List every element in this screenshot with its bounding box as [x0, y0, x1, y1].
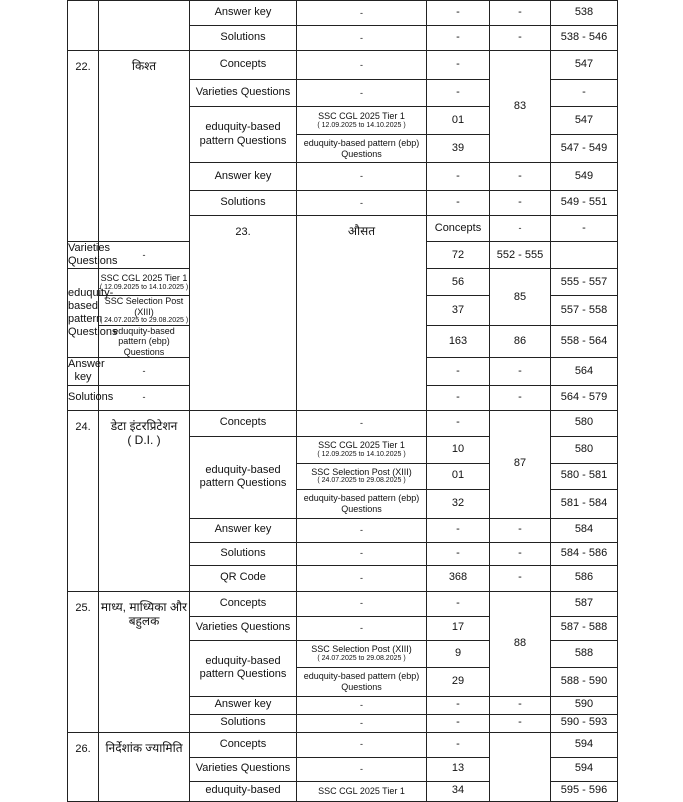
question-count [427, 296, 490, 326]
cell-text: - [518, 169, 522, 182]
chapter-number [68, 591, 99, 732]
cell-text: Answer key [214, 6, 272, 19]
question-count [427, 135, 490, 163]
section-type [190, 591, 297, 616]
cell-text: - [518, 546, 522, 559]
question-count [427, 565, 490, 591]
question-count [427, 696, 490, 714]
page-range [551, 463, 618, 489]
section-type [68, 385, 114, 410]
cell-text: - [360, 417, 363, 428]
section-type [190, 163, 297, 191]
cell-text: Varieties Questions [68, 242, 118, 268]
cell-text: 25. [75, 601, 91, 614]
source-detail [297, 616, 427, 640]
source-detail [99, 296, 190, 326]
cell-text: 588 [574, 646, 594, 659]
question-count [427, 26, 490, 51]
cell-text: Varieties Questions [195, 86, 291, 99]
cell-text: 10 [451, 442, 465, 455]
cell-text: Concepts [434, 221, 482, 234]
exercise-number [490, 518, 551, 542]
page-range [551, 1, 618, 26]
cell-text: डेटा इंटरप्रिटेशन [110, 418, 178, 433]
cell-text: - [456, 390, 460, 403]
cell-text: 547 - 549 [560, 141, 608, 154]
contents-table [67, 0, 618, 802]
chapter-number [190, 216, 297, 411]
cell-text: 584 - 586 [560, 546, 608, 559]
page-range [551, 26, 618, 51]
page-range [551, 781, 618, 801]
cell-text: SSC CGL 2025 Tier 1 [318, 785, 405, 796]
cell-text: - [456, 596, 460, 609]
cell-text: - [456, 546, 460, 559]
cell-text: eduquity-based pattern Questions [199, 654, 287, 681]
exercise-number [490, 696, 551, 714]
cell-text: - [360, 548, 363, 559]
cell-text: SSC Selection Post (XIII) [104, 296, 184, 317]
section-type [190, 26, 297, 51]
source-detail [297, 757, 427, 781]
cell-text: 588 - 590 [560, 674, 608, 687]
chapter-number [68, 51, 99, 242]
question-count [427, 463, 490, 489]
cell-text: SSC CGL 2025 Tier 1 [100, 273, 188, 284]
page-range [551, 696, 618, 714]
source-detail [297, 410, 427, 436]
cell-text: eduquity-based pattern (ebp) Questions [303, 138, 420, 159]
source-detail [297, 80, 427, 107]
page-range [551, 135, 618, 163]
section-type [190, 781, 297, 801]
cell-text: - [582, 86, 586, 99]
cell-text: - [456, 86, 460, 99]
section-type [190, 518, 297, 542]
section-type [190, 616, 297, 640]
exercise-number [490, 542, 551, 565]
cell-text: - [456, 31, 460, 44]
question-count [427, 667, 490, 696]
cell-text: eduquity-based pattern (ebp) Questions [113, 326, 175, 357]
source-detail [297, 518, 427, 542]
source-detail [297, 163, 427, 191]
source-detail [297, 51, 427, 80]
page-range [551, 489, 618, 518]
cell-text: 580 - 581 [560, 469, 608, 482]
cell-text: - [360, 572, 363, 583]
source-detail [297, 191, 427, 216]
cell-text: 86 [513, 335, 527, 348]
table-row [68, 591, 618, 616]
chapter-title [99, 732, 190, 801]
cell-text: Answer key [68, 358, 105, 384]
section-type [190, 107, 297, 163]
section-type [68, 269, 118, 358]
cell-text: - [360, 717, 363, 728]
question-count [427, 714, 490, 732]
question-count [427, 326, 490, 358]
question-count [427, 591, 490, 616]
cell-text: - [456, 169, 460, 182]
cell-text: - [518, 6, 522, 19]
source-detail [297, 489, 427, 518]
cell-text: eduquity-based [205, 784, 281, 797]
cell-subtext: ( 24.07.2025 to 29.08.2025 ) [99, 317, 189, 325]
source-detail [297, 542, 427, 565]
section-type [190, 696, 297, 714]
cell-text: - [456, 58, 460, 71]
section-type [190, 757, 297, 781]
exercise-number [490, 26, 551, 51]
question-count [427, 518, 490, 542]
cell-text: - [360, 87, 363, 98]
cell-text: 83 [513, 99, 527, 112]
cell-subtext: ( 12.09.2025 to 14.10.2025 ) [317, 121, 406, 129]
cell-text: निर्देशांक ज्यामिति [105, 740, 183, 755]
source-detail [297, 732, 427, 757]
cell-text: eduquity-based pattern Questions [199, 463, 287, 490]
question-count [427, 732, 490, 757]
source-detail [297, 107, 427, 135]
cell-text: 9 [454, 646, 462, 659]
question-count [427, 1, 490, 26]
cell-text: 549 - 551 [560, 196, 608, 209]
cell-text: 555 - 557 [560, 275, 608, 288]
cell-text: 88 [513, 636, 527, 649]
question-count [427, 80, 490, 107]
source-detail [490, 216, 551, 242]
question-count [551, 216, 618, 242]
question-count [427, 163, 490, 191]
source-detail [297, 1, 427, 26]
section-type [190, 51, 297, 80]
page-range [490, 242, 551, 269]
source-detail [297, 436, 427, 463]
cell-text: - [518, 716, 522, 729]
cell-text: 32 [451, 496, 465, 509]
cell-text: 584 [574, 523, 594, 536]
section-type [427, 216, 490, 242]
cell-text: 595 - 596 [560, 784, 608, 797]
cell-text: 26. [75, 742, 91, 755]
cell-text: - [456, 737, 460, 750]
source-detail [297, 565, 427, 591]
cell-text: - [518, 523, 522, 536]
cell-text: 564 - 579 [560, 390, 608, 403]
cell-text: 22. [75, 61, 91, 73]
exercise-number [490, 163, 551, 191]
cell-text: 163 [448, 335, 468, 348]
cell-text: QR Code [220, 571, 266, 584]
section-type [190, 542, 297, 565]
cell-text: Concepts [219, 58, 267, 71]
cell-text: - [456, 364, 460, 377]
cell-text: 17 [451, 621, 465, 634]
page-range [551, 436, 618, 463]
cell-text: - [360, 763, 363, 774]
question-count [427, 542, 490, 565]
page-range [551, 591, 618, 616]
cell-text: 580 [574, 442, 594, 455]
cell-text: Concepts [219, 416, 267, 429]
cell-text: 72 [451, 248, 465, 261]
cell-text: 564 [574, 364, 594, 377]
cell-text: - [360, 7, 363, 18]
cell-text: - [142, 250, 146, 261]
cell-subtext: ( 24.07.2025 to 29.08.2025 ) [317, 477, 406, 485]
cell-text: - [582, 221, 586, 234]
exercise-number [490, 385, 551, 410]
cell-text: 590 [574, 698, 594, 711]
cell-text: 549 [574, 169, 594, 182]
cell-text: Concepts [219, 596, 267, 609]
page-range [551, 269, 618, 296]
cell-text: Varieties Questions [195, 621, 291, 634]
question-count [427, 757, 490, 781]
question-count [427, 781, 490, 801]
question-count [427, 191, 490, 216]
cell-text: 586 [574, 571, 594, 584]
cell-subtext: ( 24.07.2025 to 29.08.2025 ) [317, 654, 406, 662]
cell-text: Varieties Questions [195, 762, 291, 775]
table-row [68, 410, 618, 436]
cell-text: 56 [451, 275, 465, 288]
cell-text: eduquity-based pattern (ebp) Questions [303, 671, 420, 692]
exercise-number [490, 591, 551, 696]
cell-text: - [360, 598, 363, 609]
page-range [551, 51, 618, 80]
question-count [427, 107, 490, 135]
contents-table-body [68, 1, 618, 802]
cell-text: 547 [574, 58, 594, 71]
cell-text: Solutions [220, 716, 266, 729]
cell-text: SSC CGL 2025 Tier 1 [318, 111, 405, 122]
cell-text: SSC CGL 2025 Tier 1 [318, 440, 405, 451]
exercise-number [490, 191, 551, 216]
cell-text: 368 [448, 571, 468, 584]
cell-text: - [518, 364, 522, 377]
cell-text: - [360, 59, 363, 70]
page-range [551, 358, 618, 385]
page-range [551, 80, 618, 107]
cell-text: SSC Selection Post (XIII) [311, 644, 412, 655]
cell-text: - [456, 523, 460, 536]
page-range [551, 326, 618, 358]
table-row [68, 1, 618, 26]
cell-text: 547 [574, 113, 594, 126]
exercise-number [490, 358, 551, 385]
cell-text: SSC Selection Post (XIII) [311, 466, 412, 477]
cell-text: 552 - 555 [496, 248, 544, 261]
page-range [551, 565, 618, 591]
section-type [190, 436, 297, 518]
cell-text: Solutions [68, 390, 114, 403]
cell-text: Solutions [220, 31, 266, 44]
chapter-title [99, 51, 190, 242]
section-type [190, 732, 297, 757]
question-count [427, 269, 490, 296]
exercise-number [490, 714, 551, 732]
question-count [427, 385, 490, 410]
cell-text: - [360, 524, 363, 535]
cell-text: - [518, 223, 522, 234]
source-detail [297, 667, 427, 696]
cell-text: 29 [451, 674, 465, 687]
section-type [190, 191, 297, 216]
chapter-number [68, 410, 99, 591]
source-detail [297, 696, 427, 714]
page-range [551, 296, 618, 326]
section-type [190, 640, 297, 696]
section-type [190, 410, 297, 436]
cell-text: - [360, 699, 363, 710]
cell-text: - [456, 196, 460, 209]
question-count [427, 436, 490, 463]
cell-text: - [360, 171, 363, 182]
source-detail [297, 781, 427, 801]
cell-subtext: ( 12.09.2025 to 14.10.2025 ) [99, 283, 189, 291]
cell-text: - [360, 197, 363, 208]
cell-text: - [518, 390, 522, 403]
question-count [427, 640, 490, 667]
cell-text: 590 - 593 [560, 716, 608, 729]
cell-subtext: ( 12.09.2025 to 14.10.2025 ) [317, 450, 406, 458]
cell-text: eduquity-based pattern Questions [68, 286, 118, 339]
cell-text: 587 [574, 596, 594, 609]
source-detail [297, 591, 427, 616]
page-range [551, 410, 618, 436]
cell-text: Concepts [219, 737, 267, 750]
cell-text: Answer key [214, 523, 272, 536]
page-range [551, 542, 618, 565]
cell-text: 87 [513, 457, 527, 470]
cell-text: माध्य, माध्यिका और बहुलक [100, 599, 188, 628]
question-count [427, 616, 490, 640]
cell-text: - [360, 739, 363, 750]
page-range [551, 107, 618, 135]
table-row [68, 732, 618, 757]
cell-text: 85 [513, 290, 527, 303]
exercise-number [490, 1, 551, 26]
cell-text: - [142, 366, 146, 377]
cell-text: - [142, 392, 146, 403]
cell-text: 34 [451, 784, 465, 797]
cell-text: Answer key [214, 169, 272, 182]
cell-text: - [456, 698, 460, 711]
cell-text: Solutions [220, 196, 266, 209]
cell-text: किश्त [131, 59, 157, 73]
cell-text: - [360, 32, 363, 43]
chapter-title [99, 410, 190, 591]
source-detail [297, 463, 427, 489]
page-range [551, 616, 618, 640]
page-range [551, 385, 618, 410]
cell-text: 557 - 558 [560, 304, 608, 317]
cell-text: औसत [347, 224, 376, 238]
question-count [427, 489, 490, 518]
exercise-number [490, 326, 551, 358]
cell-text: eduquity-based pattern Questions [199, 121, 287, 147]
page-range [551, 757, 618, 781]
source-detail [297, 640, 427, 667]
cell-subtext: ( D.I. ) [127, 432, 161, 447]
cell-text: 581 - 584 [560, 496, 608, 509]
page-range [551, 518, 618, 542]
section-type [190, 714, 297, 732]
page-range [551, 732, 618, 757]
cell-text: - [456, 6, 460, 19]
source-detail [99, 358, 190, 385]
cell-text: 01 [451, 113, 465, 126]
cell-text: 558 - 564 [560, 335, 608, 348]
chapter-number [68, 732, 99, 801]
chapter-title [99, 591, 190, 732]
cell-text: 594 [574, 762, 594, 775]
exercise-number [490, 565, 551, 591]
cell-text: 23. [235, 226, 251, 238]
table-row [68, 51, 618, 80]
cell-text: 39 [451, 141, 465, 154]
section-type [68, 358, 105, 385]
section-type [190, 565, 297, 591]
cell-text: - [518, 571, 522, 584]
cell-text: 37 [451, 304, 465, 317]
source-detail [297, 714, 427, 732]
section-type [190, 80, 297, 107]
page-range [551, 191, 618, 216]
page-range [551, 640, 618, 667]
cell-text: 24. [75, 420, 91, 433]
source-detail [297, 26, 427, 51]
cell-text: - [518, 31, 522, 44]
section-type [190, 1, 297, 26]
cell-text: Solutions [220, 546, 266, 559]
chapter-title [99, 1, 190, 51]
cell-text: eduquity-based pattern (ebp) Questions [303, 493, 420, 514]
cell-text: 594 [574, 737, 594, 750]
question-count [427, 51, 490, 80]
page-range [551, 667, 618, 696]
cell-text: - [456, 416, 460, 429]
cell-text: 538 - 546 [560, 31, 608, 44]
cell-text: Answer key [214, 698, 272, 711]
chapter-title [297, 216, 427, 411]
source-detail [297, 135, 427, 163]
cell-text: - [518, 698, 522, 711]
cell-text: - [518, 196, 522, 209]
exercise-number [490, 269, 551, 326]
cell-text: - [360, 622, 363, 633]
cell-text: 538 [574, 6, 594, 19]
exercise-number [490, 51, 551, 163]
question-count [427, 358, 490, 385]
cell-text: 13 [451, 762, 465, 775]
chapter-number [68, 1, 99, 51]
question-count [427, 410, 490, 436]
exercise-number [490, 410, 551, 518]
cell-text: 01 [451, 469, 465, 482]
cell-text: 580 [574, 416, 594, 429]
page-range [551, 714, 618, 732]
section-type [68, 242, 118, 269]
exercise-number [490, 732, 551, 801]
cell-text: - [456, 716, 460, 729]
page-range [551, 163, 618, 191]
cell-text: 587 - 588 [560, 621, 608, 634]
question-count [427, 242, 490, 269]
